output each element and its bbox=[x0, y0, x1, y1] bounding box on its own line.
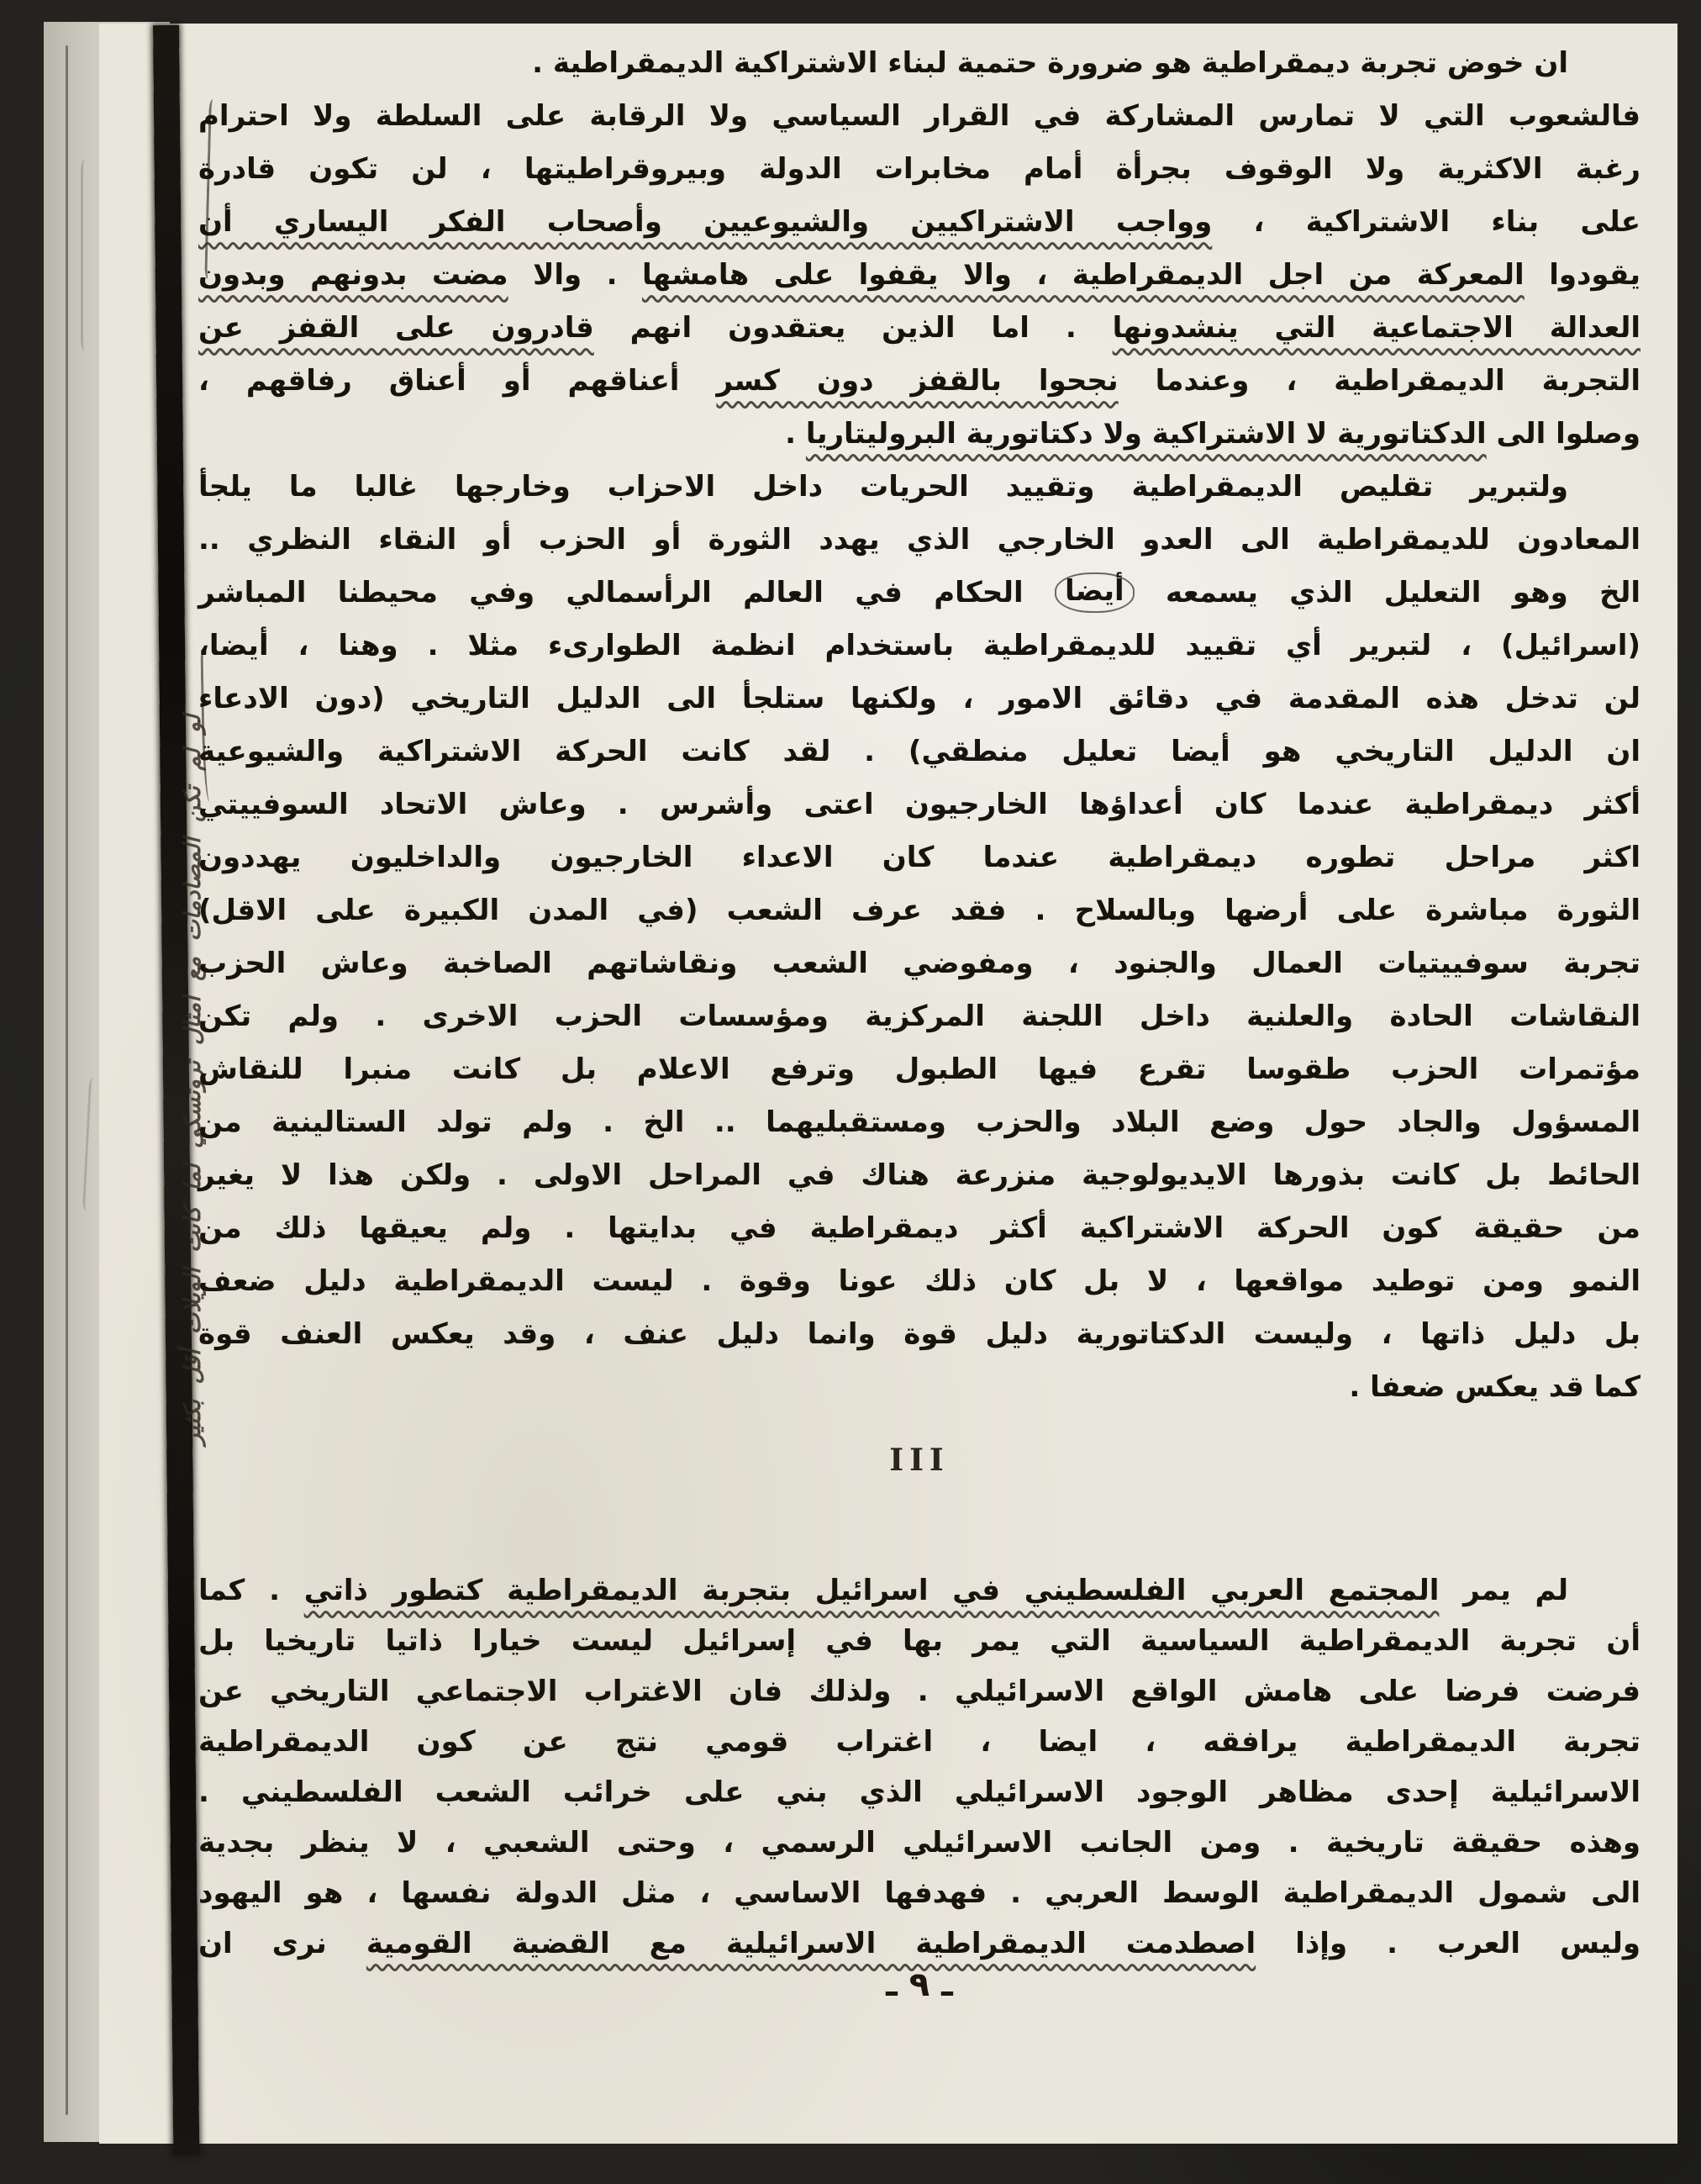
body-text-part1 bbox=[198, 37, 1640, 1414]
pen-underline: المجتمع العربي الفلسطيني في اسرائيل بتجربة الديمقراطية كتطور ذاتي bbox=[303, 1574, 1440, 1607]
text-line: أكثر ديمقراطية عندما كان أعداؤها الخارجيون اعتى وأشرس . وعاش الاتحاد السوفييتي bbox=[198, 788, 1640, 821]
text-line: تجربة الديمقراطية يرافقه ، ايضا ، اغتراب قومي نتج عن كون الديمقراطية bbox=[198, 1725, 1640, 1759]
text-line: وصلوا الى الدكتاتورية لا الاشتراكية ولا دكتاتورية البروليتاريا . bbox=[785, 417, 1640, 451]
text-line: لن تدخل هذه المقدمة في دقائق الامور ، ولكنها ستلجأ الى الدليل التاريخي (دون الادعاء bbox=[198, 682, 1640, 715]
text-line: أن تجربة الديمقراطية السياسية التي يمر بها في إسرائيل ليست خيارا ذاتيا تاريخيا بل bbox=[198, 1624, 1640, 1658]
text-line: وهذه حقيقة تاريخية . ومن الجانب الاسرائيلي الرسمي ، وحتى الشعبي ، لا ينظر بجدية bbox=[198, 1826, 1640, 1860]
pen-underline: المعركة من اجل الديمقراطية ، والا يقفوا على هامشها bbox=[642, 258, 1525, 292]
text-line: مؤتمرات الحزب طقوسا تقرع فيها الطبول وترفع الاعلام بل كانت منبرا للنقاش bbox=[198, 1052, 1640, 1086]
text-line: من حقيقة كون الحركة الاشتراكية أكثر ديمقراطية في بدايتها . ولم يعيقها ذلك من bbox=[198, 1211, 1640, 1245]
text-line: لم يمر المجتمع العربي الفلسطيني في اسرائيل بتجربة الديمقراطية كتطور ذاتي . كما bbox=[198, 1574, 1568, 1607]
text-line: ان خوض تجربة ديمقراطية هو ضرورة حتمية لبناء الاشتراكية الديمقراطية . bbox=[532, 46, 1568, 80]
section-heading: III bbox=[889, 1443, 950, 1478]
text-line: ولتبرير تقليص الديمقراطية وتقييد الحريات داخل الاحزاب وخارجها غالبا ما يلجأ bbox=[198, 470, 1568, 504]
pen-underline: وواجب الاشتراكيين والشيوعيين وأصحاب الفكر اليساري أن bbox=[198, 205, 1213, 239]
pen-underline: قادرون على القفز عن bbox=[198, 311, 594, 345]
text-line: بل دليل ذاتها ، وليست الدكتاتورية دليل قوة وانما دليل عنف ، وقد يعكس العنف قوة bbox=[198, 1317, 1640, 1351]
text-line: الحائط بل كانت بذورها الايديولوجية منزرعة هناك في المراحل الاولى . ولكن هذا لا يغير bbox=[198, 1158, 1640, 1192]
text-line: (اسرائيل) ، لتبرير أي تقييد للديمقراطية باستخدام انظمة الطوارىء مثلا . وهنا ، أيضا، bbox=[198, 629, 1640, 662]
text-line: على بناء الاشتراكية ، وواجب الاشتراكيين والشيوعيين وأصحاب الفكر اليساري أن bbox=[198, 205, 1640, 239]
text-line: وليس العرب . وإذا اصطدمت الديمقراطية الاسرائيلية مع القضية القومية نرى ان bbox=[198, 1927, 1640, 1960]
text-line: الثورة مباشرة على أرضها وبالسلاح . فقد عرف الشعب (في المدن الكبيرة على الاقل) bbox=[198, 894, 1640, 927]
text-line: فالشعوب التي لا تمارس المشاركة في القرار السياسي ولا الرقابة على السلطة ولا احترام bbox=[198, 99, 1640, 133]
text-line: النمو ومن توطيد مواقعها ، لا بل كان ذلك عونا وقوة . ليست الديمقراطية دليل ضعف bbox=[198, 1264, 1640, 1298]
text-line: الاسرائيلية إحدى مظاهر الوجود الاسرائيلي الذي بني على خرائب الشعب الفلسطيني . bbox=[198, 1775, 1640, 1809]
pen-underline: نجحوا بالقفز دون كسر bbox=[716, 364, 1119, 398]
text-line: رغبة الاكثرية ولا الوقوف بجرأة أمام مخابرات الدولة وبيروقراطيتها ، لن تكون قادرة bbox=[198, 152, 1640, 186]
body-text-part2 bbox=[198, 1565, 1640, 1969]
page-edge-line bbox=[66, 45, 68, 2115]
text-line: التجربة الديمقراطية ، وعندما نجحوا بالقفز دون كسر أعناقهم أو أعناق رفاقهم ، bbox=[198, 364, 1640, 398]
text-line: فرضت فرضا على هامش الواقع الاسرائيلي . ولذلك فان الاغتراب الاجتماعي التاريخي عن bbox=[198, 1675, 1640, 1708]
text-line: المعادون للديمقراطية الى العدو الخارجي الذي يهدد الثورة أو الحزب أو النقاء النظري .. bbox=[198, 523, 1640, 557]
text-line: الخ وهو التعليل الذي يسمعه أيضا الحكام في العالم الرأسمالي وفي محيطنا المباشر bbox=[198, 567, 1640, 620]
pen-underline: العدالة الاجتماعية التي ينشدونها bbox=[1112, 311, 1640, 345]
text-line: كما قد يعكس ضعفا . bbox=[1349, 1370, 1640, 1404]
margin-handwriting: لو لم تكن المصادمات مع امثال تروتسكي لما كانت الويلات أقل بكثير bbox=[180, 715, 206, 1445]
text-line: تجربة سوفييتيات العمال والجنود ، ومفوضي الشعب ونقاشاتهم الصاخبة وعاش الحزب bbox=[198, 947, 1640, 980]
text-line: الى شمول الديمقراطية الوسط العربي . فهدفها الاساسي ، مثل الدولة نفسها ، هو اليهود bbox=[198, 1876, 1640, 1910]
text-line: المسؤول والجاد حول وضع البلاد والحزب ومستقبليهما .. الخ . ولم تولد الستالينية من bbox=[198, 1105, 1640, 1139]
pen-underline: مضت بدونهم وبدون bbox=[198, 258, 508, 292]
pen-underline: الدكتاتورية لا الاشتراكية ولا دكتاتورية البروليتاريا bbox=[805, 417, 1487, 451]
text-line: النقاشات الحادة والعلنية داخل اللجنة المركزية ومؤسسات الحزب الاخرى . ولم تكن bbox=[198, 1000, 1640, 1033]
pen-underline: اصطدمت الديمقراطية الاسرائيلية مع القضية القومية bbox=[366, 1927, 1256, 1960]
text-line: اكثر مراحل تطوره ديمقراطية عندما كان الاعداء الخارجيون والداخليون يهددون bbox=[198, 841, 1640, 874]
text-line: ان الدليل التاريخي هو أيضا تعليل منطقي) . لقد كانت الحركة الاشتراكية والشيوعية bbox=[198, 735, 1640, 768]
pen-circle: أيضا bbox=[1055, 572, 1135, 613]
text-line: يقودوا المعركة من اجل الديمقراطية ، والا يقفوا على هامشها . والا مضت بدونهم وبدون bbox=[198, 258, 1640, 292]
pen-stroke bbox=[81, 160, 88, 351]
text-line: العدالة الاجتماعية التي ينشدونها . اما الذين يعتقدون انهم قادرون على القفز عن bbox=[198, 311, 1640, 345]
page-number: ـ ٩ ـ bbox=[886, 1965, 953, 2004]
